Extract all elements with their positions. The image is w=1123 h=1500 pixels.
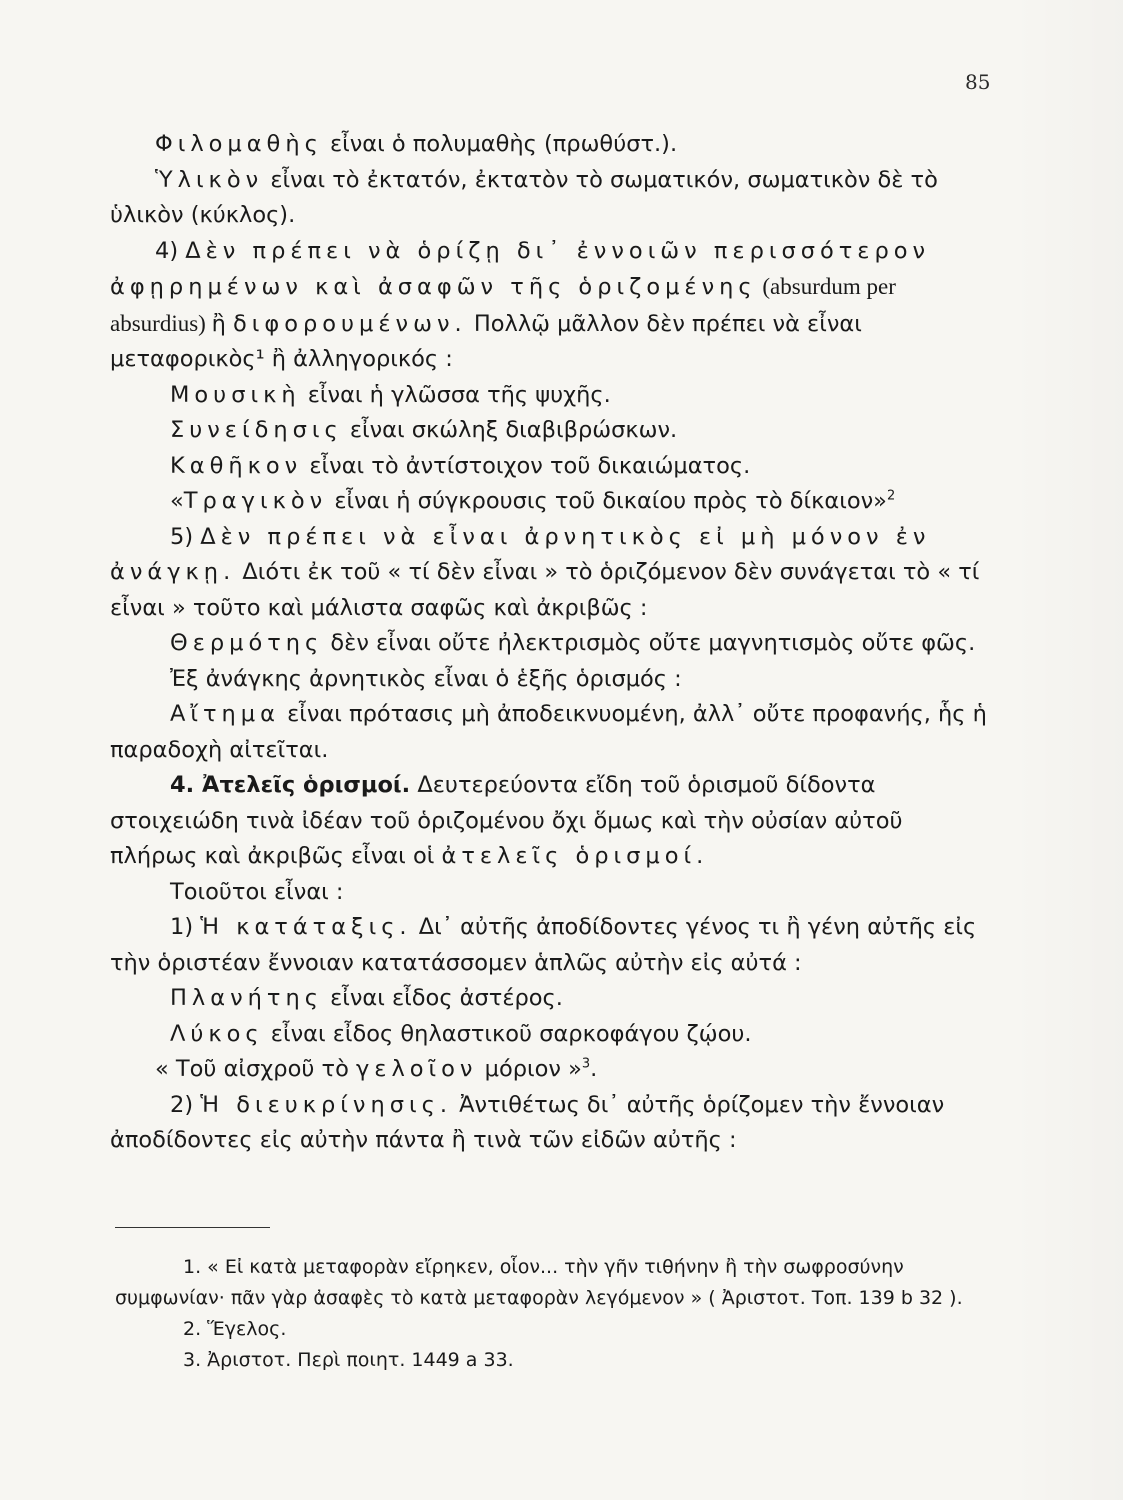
rule-number: 5) — [170, 523, 201, 550]
definition-text: εἶναι ἡ σύγκρουσις τοῦ δικαίου πρὸς τὸ δίκαιον» — [327, 488, 887, 514]
defined-term: Ὑλικὸν — [155, 166, 264, 193]
definition-text: εἶναι ὁ πολυμαθὴς (πρωθύστ.). — [322, 131, 678, 157]
definition-text: εἶναι εἶδος θηλαστικοῦ σαρκοφάγου ζῴου. — [263, 1020, 752, 1047]
definition-text: εἶναι τὸ ἀντίστοιχον τοῦ δικαιώματος. — [302, 452, 751, 479]
footnote-2: 2. Ἕγελος. — [183, 1318, 287, 1340]
main-text — [110, 127, 995, 1159]
kind-text: Δι᾿ αὐτῆς ἀποδίδοντες γένος τι ἢ γένη αὐτῆς εἰς τὴν ὁριστέαν ἔννοιαν κατατάσσομεν ἁπλῶς αὐτὴν εἰς αὐτά : — [110, 914, 977, 976]
period: . — [590, 1056, 598, 1082]
quote-start: « Τοῦ αἰσχροῦ τὸ — [155, 1056, 356, 1082]
defined-term: Συνείδησις — [170, 417, 343, 443]
rule-statement: Δὲν πρέπει νὰ εἶναι ἀρνητικὸς εἰ μὴ μόνον ἐν ἀνάγκῃ. — [110, 523, 931, 585]
quote-end: μόριον » — [477, 1056, 582, 1082]
defined-term: Καθῆκον — [170, 452, 303, 479]
negative-note: Ἐξ ἀνάγκης ἀρνητικὸς εἶναι ὁ ἑξῆς ὁρισμός : — [170, 665, 682, 692]
definition-text: εἶναι πρότασις μὴ ἀποδεικνυομένη, ἀλλ᾿ οὔτε προφανής, ἧς ἡ παραδοχὴ αἰτεῖται. — [110, 701, 987, 763]
kind-term: Ἡ διευκρίνησις. — [200, 1091, 452, 1118]
example-planitis — [110, 981, 995, 1017]
example-lykos — [110, 1017, 995, 1053]
definition-text: εἶναι ἡ γλῶσσα τῆς ψυχῆς. — [300, 381, 611, 408]
rule-5 — [110, 520, 995, 627]
definition-text: εἶναι τὸ ἐκτατόν, ἐκτατὸν τὸ σωματικόν, σωματικὸν δὲ τὸ ὑλικὸν (κύκλος). — [110, 166, 938, 228]
rule-text: Διότι ἐκ τοῦ « τί δὲν εἶναι » τὸ ὁριζόμενον δὲν συνάγεται τὸ « τί εἶναι » τοῦτο καὶ μάλιστα σαφῶς καὶ ἀκριβῶς : — [110, 559, 980, 621]
kind-number: 2) — [170, 1091, 201, 1118]
rule-or: ἢ — [211, 310, 233, 337]
rule-statement: Δὲν πρέπει νὰ ὁρίζῃ δι᾿ ἐννοιῶν περισσότερον ἀφῃρημένων καὶ ἀσαφῶν τῆς ὁριζομένης — [110, 237, 931, 300]
defined-term: ἀτελεῖς ὁρισμοί. — [441, 843, 709, 869]
defined-term: Τραγικὸν — [183, 488, 328, 514]
example-mousiki — [110, 378, 995, 414]
definition-text: εἶναι εἶδος ἀστέρος. — [322, 985, 563, 1011]
example-aitima — [110, 697, 995, 768]
open-quote: « — [170, 488, 184, 514]
defined-term: Φιλομαθὴς — [155, 131, 323, 157]
footnote-3: 3. Ἀριστοτ. Περὶ ποιητ. 1449 a 33. — [183, 1349, 514, 1371]
kind-term: Ἡ κατάταξις. — [200, 914, 412, 940]
defined-term: Πλανήτης — [170, 985, 323, 1011]
kind-text: Ἀντιθέτως δι᾿ αὐτῆς ὁρίζομεν τὴν ἔννοιαν ἀποδίδοντες εἰς αὐτὴν πάντα ἢ τινὰ τῶν εἰδῶν αὐτῆς : — [110, 1091, 945, 1153]
defined-term: Λύκος — [170, 1020, 264, 1047]
kind-1 — [110, 910, 995, 981]
definition-text: δὲν εἶναι οὔτε ἠλεκτρισμὸς οὔτε μαγνητισμὸς οὔτε φῶς. — [323, 630, 976, 656]
latin-phrase: (absurdum per absurdius) — [110, 274, 896, 336]
footnote-divider — [115, 1227, 270, 1228]
section-heading: 4. Ἀτελεῖς ὁρισμοί. — [170, 772, 411, 798]
example-ylikon — [110, 163, 995, 234]
defined-term: γελοῖον — [355, 1056, 478, 1082]
footnotes — [115, 1252, 995, 1376]
example-tragikon — [110, 484, 995, 520]
example-kathikon — [110, 449, 995, 485]
definition-text: εἶναι σκώληξ διαβιβρώσκων. — [342, 417, 678, 443]
footnote-ref-3: 3 — [581, 1056, 591, 1072]
rule-number: 4) — [155, 237, 186, 264]
footnote-ref-2: 2 — [886, 488, 896, 504]
example-thermotis — [110, 626, 995, 662]
kind-2 — [110, 1088, 995, 1159]
defined-term: Αἴτημα — [170, 701, 280, 727]
rule-statement-2: διφορουμένων. — [233, 310, 467, 337]
section-text: Δευτερεύοντα εἴδη τοῦ ὁρισμοῦ δίδοντα στοιχειώδη τινὰ ἰδέαν τοῦ ὁριζομένου ὄχι ὅμως καὶ τὴν οὐσίαν αὐτοῦ πλήρως καὶ ἀκριβῶς εἶναι οἱ — [110, 772, 903, 869]
page-edge — [1010, 0, 1123, 1500]
section-4 — [110, 768, 995, 875]
such-are: Τοιοῦτοι εἶναι : — [170, 878, 344, 905]
page-number: 85 — [965, 70, 991, 94]
defined-term: Μουσικὴ — [170, 381, 301, 408]
rule-4 — [110, 234, 995, 378]
defined-term: Θερμότης — [170, 630, 324, 656]
example-geloion — [110, 1052, 995, 1088]
rule-text: Πολλῷ μᾶλλον δὲν πρέπει νὰ εἶναι μεταφορικὸς¹ ἢ ἀλληγορικός : — [110, 310, 862, 372]
kind-number: 1) — [170, 914, 201, 940]
example-syneidisis — [110, 413, 995, 449]
footnote-1: 1. « Εἰ κατὰ μεταφορὰν εἴρηκεν, οἷον... τὴν γῆν τιθήνην ἢ τὴν σωφροσύνην συμφωνίαν· πᾶν γὰρ ἀσαφὲς τὸ κατὰ μεταφορὰν λεγόμενον » ( Ἀριστοτ. Τοπ. 139 b 32 ). — [115, 1256, 963, 1309]
example-philomathis — [110, 127, 995, 163]
